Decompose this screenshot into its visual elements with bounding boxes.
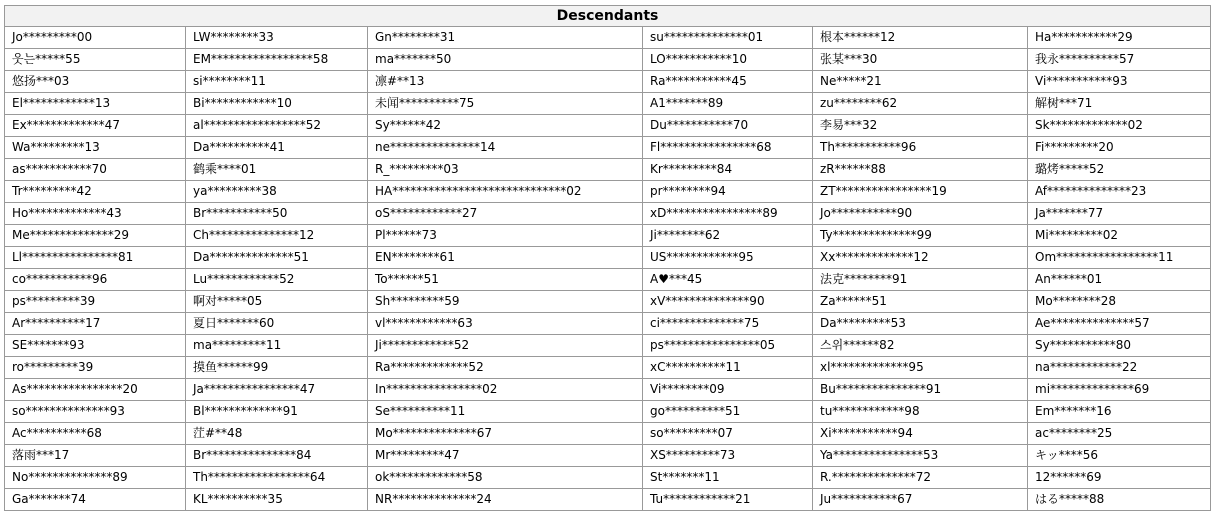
descendant-name-cell: so*********07 <box>643 423 813 445</box>
descendant-name-cell: Ya***************53 <box>813 445 1028 467</box>
descendant-name-cell: Bl*************91 <box>186 401 368 423</box>
table-row <box>5 379 1211 401</box>
descendant-name-cell: Ja****************47 <box>186 379 368 401</box>
descendant-name-cell: 根本******12 <box>813 27 1028 49</box>
descendant-name-cell: Af**************23 <box>1028 181 1211 203</box>
descendant-name-cell: R.**************72 <box>813 467 1028 489</box>
descendant-name-cell: Jo***********90 <box>813 203 1028 225</box>
descendant-name-cell: HA*****************************02 <box>368 181 643 203</box>
descendant-name-cell: KL**********35 <box>186 489 368 511</box>
descendant-name-cell: oS************27 <box>368 203 643 225</box>
descendant-name-cell: Ex*************47 <box>5 115 186 137</box>
descendant-name-cell: A♥***45 <box>643 269 813 291</box>
descendant-name-cell: Mo**************67 <box>368 423 643 445</box>
table-row <box>5 115 1211 137</box>
descendant-name-cell: 璐烤*****52 <box>1028 159 1211 181</box>
descendant-name-cell: 落雨***17 <box>5 445 186 467</box>
table-row <box>5 269 1211 291</box>
descendant-name-cell: Sh*********59 <box>368 291 643 313</box>
descendant-name-cell: A1*******89 <box>643 93 813 115</box>
table-row <box>5 445 1211 467</box>
descendant-name-cell: xV**************90 <box>643 291 813 313</box>
descendant-name-cell: 鹤乘****01 <box>186 159 368 181</box>
descendant-name-cell: Ty**************99 <box>813 225 1028 247</box>
descendant-name-cell: ac********25 <box>1028 423 1211 445</box>
descendant-name-cell: ci**************75 <box>643 313 813 335</box>
descendant-name-cell: 李易***32 <box>813 115 1028 137</box>
table-row <box>5 401 1211 423</box>
descendant-name-cell: Ae**************57 <box>1028 313 1211 335</box>
table-row <box>5 203 1211 225</box>
descendant-name-cell: 我永**********57 <box>1028 49 1211 71</box>
table-row <box>5 357 1211 379</box>
table-row <box>5 49 1211 71</box>
table-row <box>5 181 1211 203</box>
descendant-name-cell: Jo*********00 <box>5 27 186 49</box>
descendants-table <box>4 5 1211 511</box>
descendant-name-cell: Ju***********67 <box>813 489 1028 511</box>
table-row <box>5 225 1211 247</box>
descendant-name-cell: Sy***********80 <box>1028 335 1211 357</box>
table-row <box>5 423 1211 445</box>
descendant-name-cell: Em*******16 <box>1028 401 1211 423</box>
descendant-name-cell: ne***************14 <box>368 137 643 159</box>
descendant-name-cell: co***********96 <box>5 269 186 291</box>
descendant-name-cell: To******51 <box>368 269 643 291</box>
descendant-name-cell: Mr*********47 <box>368 445 643 467</box>
descendant-name-cell: Pl******73 <box>368 225 643 247</box>
descendant-name-cell: Ne*****21 <box>813 71 1028 93</box>
descendant-name-cell: ma*******50 <box>368 49 643 71</box>
descendant-name-cell: Ch***************12 <box>186 225 368 247</box>
descendant-name-cell: zu********62 <box>813 93 1028 115</box>
descendant-name-cell: SE*******93 <box>5 335 186 357</box>
descendant-name-cell: xC**********11 <box>643 357 813 379</box>
descendant-name-cell: Bu***************91 <box>813 379 1028 401</box>
descendant-name-cell: Th***********96 <box>813 137 1028 159</box>
descendant-name-cell: XS*********73 <box>643 445 813 467</box>
descendant-name-cell: Ja*******77 <box>1028 203 1211 225</box>
descendant-name-cell: Ha***********29 <box>1028 27 1211 49</box>
descendant-name-cell: al*****************52 <box>186 115 368 137</box>
descendant-name-cell: Me**************29 <box>5 225 186 247</box>
table-row <box>5 313 1211 335</box>
descendant-name-cell: An******01 <box>1028 269 1211 291</box>
descendant-name-cell: 스위******82 <box>813 335 1028 357</box>
descendant-name-cell: Vi********09 <box>643 379 813 401</box>
descendant-name-cell: Mo********28 <box>1028 291 1211 313</box>
descendant-name-cell: LW********33 <box>186 27 368 49</box>
table-row <box>5 93 1211 115</box>
descendant-name-cell: As****************20 <box>5 379 186 401</box>
descendant-name-cell: Xx*************12 <box>813 247 1028 269</box>
descendants-panel <box>4 5 1210 511</box>
table-body <box>5 27 1211 511</box>
descendant-name-cell: so**************93 <box>5 401 186 423</box>
descendant-name-cell: Bi************10 <box>186 93 368 115</box>
descendant-name-cell: as***********70 <box>5 159 186 181</box>
descendant-name-cell: ps****************05 <box>643 335 813 357</box>
descendant-name-cell: No**************89 <box>5 467 186 489</box>
descendant-name-cell: Gn********31 <box>368 27 643 49</box>
descendant-name-cell: Ra*************52 <box>368 357 643 379</box>
descendant-name-cell: Om*****************11 <box>1028 247 1211 269</box>
descendant-name-cell: 凛#**13 <box>368 71 643 93</box>
descendant-name-cell: mi**************69 <box>1028 379 1211 401</box>
table-row <box>5 335 1211 357</box>
descendant-name-cell: xl*************95 <box>813 357 1028 379</box>
descendant-name-cell: pr********94 <box>643 181 813 203</box>
descendant-name-cell: Da*********53 <box>813 313 1028 335</box>
descendant-name-cell: Ra***********45 <box>643 71 813 93</box>
table-row <box>5 467 1211 489</box>
descendant-name-cell: xD****************89 <box>643 203 813 225</box>
descendant-name-cell: Sk*************02 <box>1028 115 1211 137</box>
descendant-name-cell: na************22 <box>1028 357 1211 379</box>
table-row <box>5 137 1211 159</box>
descendant-name-cell: go**********51 <box>643 401 813 423</box>
descendant-name-cell: Vi***********93 <box>1028 71 1211 93</box>
descendant-name-cell: Se**********11 <box>368 401 643 423</box>
descendant-name-cell: Ac**********68 <box>5 423 186 445</box>
descendant-name-cell: 解树***71 <box>1028 93 1211 115</box>
descendant-name-cell: Fi*********20 <box>1028 137 1211 159</box>
descendant-name-cell: 未闻**********75 <box>368 93 643 115</box>
descendant-name-cell: Br***********50 <box>186 203 368 225</box>
descendant-name-cell: 啊对*****05 <box>186 291 368 313</box>
descendant-name-cell: vl************63 <box>368 313 643 335</box>
descendant-name-cell: 웃는*****55 <box>5 49 186 71</box>
descendant-name-cell: Ji********62 <box>643 225 813 247</box>
descendant-name-cell: In****************02 <box>368 379 643 401</box>
descendant-name-cell: ps*********39 <box>5 291 186 313</box>
table-row <box>5 489 1211 511</box>
descendant-name-cell: はる*****88 <box>1028 489 1211 511</box>
descendant-name-cell: EN********61 <box>368 247 643 269</box>
descendant-name-cell: Ar**********17 <box>5 313 186 335</box>
descendant-name-cell: Wa*********13 <box>5 137 186 159</box>
table-header-row <box>5 6 1211 27</box>
descendant-name-cell: 茳#**48 <box>186 423 368 445</box>
descendant-name-cell: LO***********10 <box>643 49 813 71</box>
table-row <box>5 247 1211 269</box>
descendant-name-cell: Xi***********94 <box>813 423 1028 445</box>
descendant-name-cell: R_*********03 <box>368 159 643 181</box>
descendant-name-cell: si********11 <box>186 71 368 93</box>
table-row <box>5 71 1211 93</box>
descendant-name-cell: Da**************51 <box>186 247 368 269</box>
descendant-name-cell: St*******11 <box>643 467 813 489</box>
descendant-name-cell: Za******51 <box>813 291 1028 313</box>
descendant-name-cell: 张某***30 <box>813 49 1028 71</box>
descendant-name-cell: 夏日*******60 <box>186 313 368 335</box>
descendant-name-cell: NR**************24 <box>368 489 643 511</box>
descendant-name-cell: Tu************21 <box>643 489 813 511</box>
descendant-name-cell: Ga*******74 <box>5 489 186 511</box>
table-row <box>5 27 1211 49</box>
descendant-name-cell: su**************01 <box>643 27 813 49</box>
descendant-name-cell: Da**********41 <box>186 137 368 159</box>
descendant-name-cell: 悠扬***03 <box>5 71 186 93</box>
table-title: Descendants <box>5 6 1211 27</box>
descendant-name-cell: 12******69 <box>1028 467 1211 489</box>
descendant-name-cell: Br***************84 <box>186 445 368 467</box>
descendant-name-cell: Fl****************68 <box>643 137 813 159</box>
descendant-name-cell: Sy******42 <box>368 115 643 137</box>
descendant-name-cell: zR******88 <box>813 159 1028 181</box>
descendant-name-cell: US************95 <box>643 247 813 269</box>
descendant-name-cell: Ji************52 <box>368 335 643 357</box>
descendant-name-cell: tu************98 <box>813 401 1028 423</box>
descendant-name-cell: 法克********91 <box>813 269 1028 291</box>
descendant-name-cell: Ho*************43 <box>5 203 186 225</box>
descendant-name-cell: ya*********38 <box>186 181 368 203</box>
descendant-name-cell: Kr*********84 <box>643 159 813 181</box>
descendant-name-cell: ZT****************19 <box>813 181 1028 203</box>
descendant-name-cell: El************13 <box>5 93 186 115</box>
table-row <box>5 291 1211 313</box>
descendant-name-cell: キッ****56 <box>1028 445 1211 467</box>
descendant-name-cell: Th*****************64 <box>186 467 368 489</box>
descendant-name-cell: Lu************52 <box>186 269 368 291</box>
descendant-name-cell: ok*************58 <box>368 467 643 489</box>
descendant-name-cell: Ll****************81 <box>5 247 186 269</box>
table-row <box>5 159 1211 181</box>
descendant-name-cell: Tr*********42 <box>5 181 186 203</box>
descendant-name-cell: EM*****************58 <box>186 49 368 71</box>
descendant-name-cell: ma*********11 <box>186 335 368 357</box>
descendant-name-cell: 摸鱼******99 <box>186 357 368 379</box>
descendant-name-cell: ro*********39 <box>5 357 186 379</box>
descendant-name-cell: Mi*********02 <box>1028 225 1211 247</box>
descendant-name-cell: Du***********70 <box>643 115 813 137</box>
